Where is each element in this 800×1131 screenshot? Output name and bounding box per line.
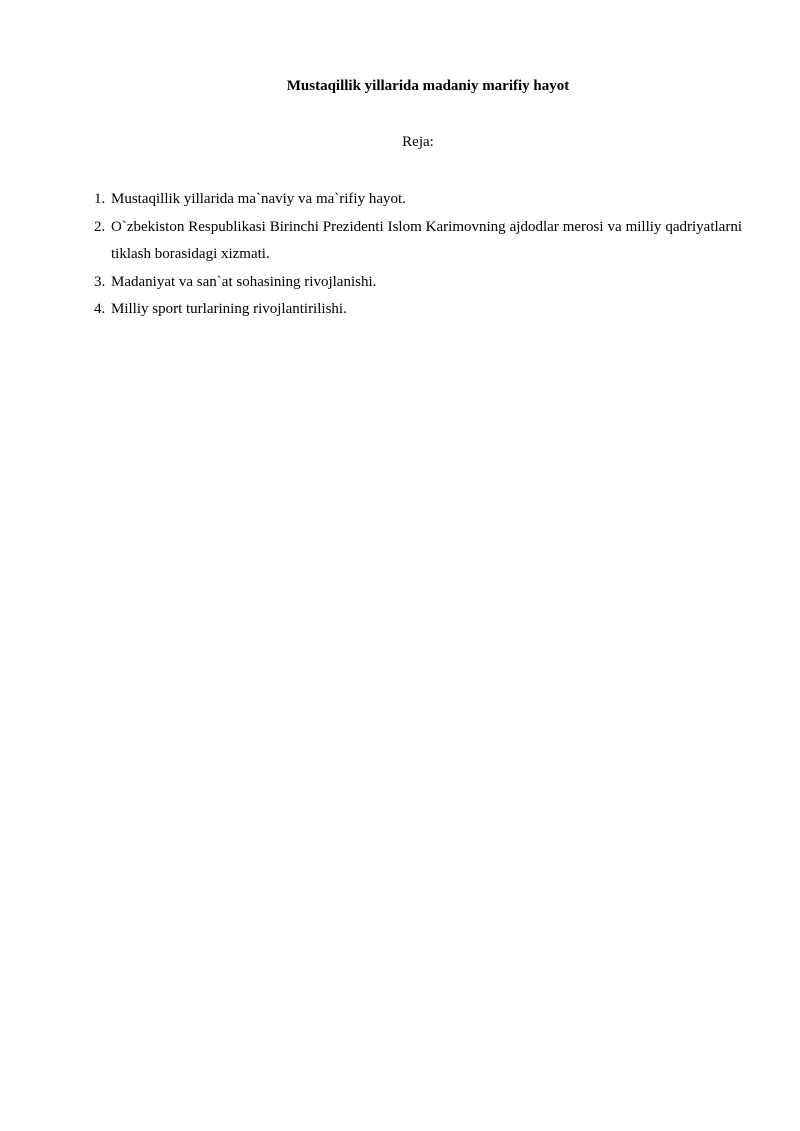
plan-item-text: Mustaqillik yillarida ma`naviy va ma`rifiy hayot. (111, 191, 406, 207)
plan-item-number: 4. (94, 301, 106, 317)
plan-item-text: Milliy sport turlarining rivojlantirilishi. (111, 301, 347, 317)
plan-item-text: O`zbekiston Respublikasi Birinchi Prezidenti Islom Karimovning ajdodlar merosi va milliy qadriyatlarni tiklash borasidagi xizmati. (111, 218, 742, 262)
plan-item-number: 3. (94, 273, 106, 290)
plan-item-number: 1. (94, 191, 106, 207)
plan-item-number: 2. (94, 218, 106, 235)
plan-item (94, 186, 742, 214)
plan-heading: Reja: (402, 134, 434, 150)
plan-list (94, 186, 742, 324)
plan-item-text: Madaniyat va san`at sohasining rivojlanishi. (111, 273, 377, 290)
plan-item (94, 296, 742, 324)
document-title: Mustaqillik yillarida madaniy marifiy hayot (286, 78, 570, 94)
plan-item (94, 269, 742, 297)
plan-item (94, 214, 742, 269)
